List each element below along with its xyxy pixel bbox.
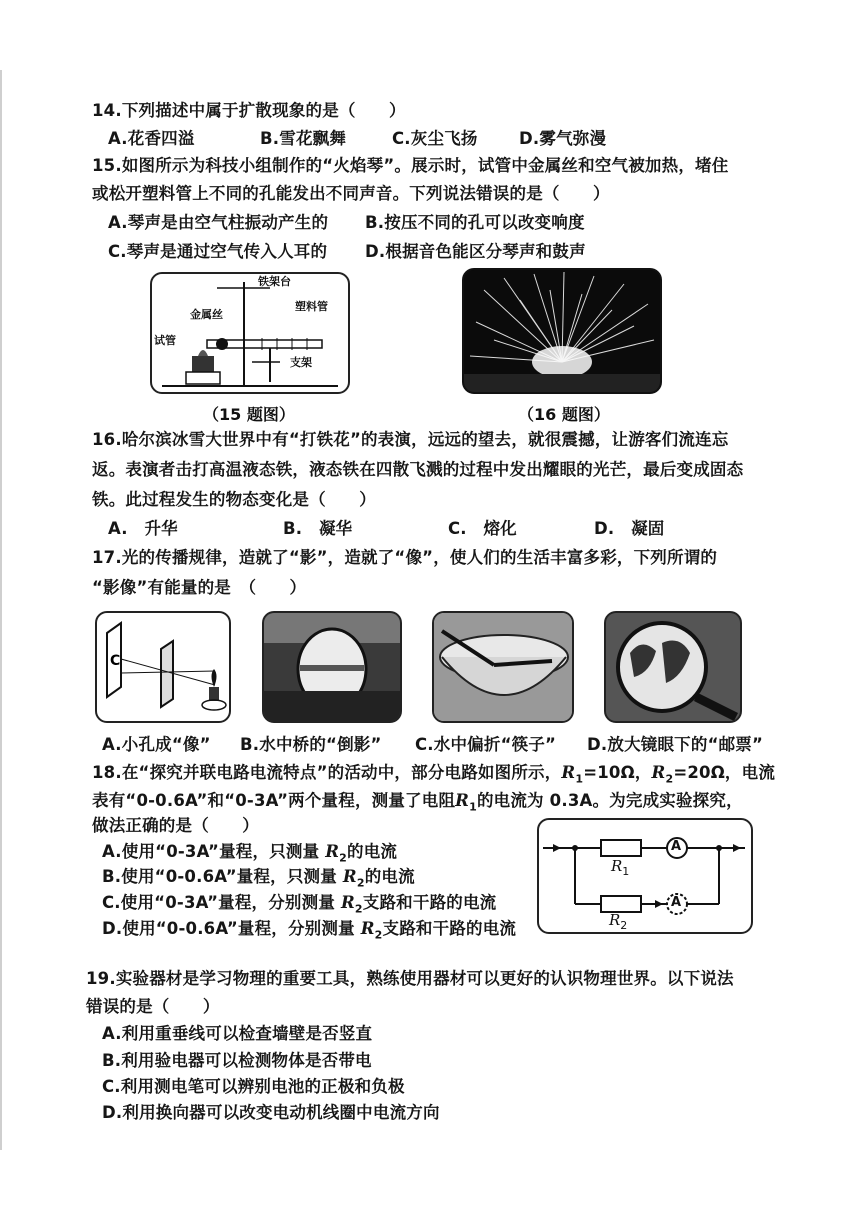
label-support: 支架 [290, 356, 312, 369]
q15-option-a: A.琴声是由空气柱振动产生的 [108, 213, 329, 232]
q17-option-a: A.小孔成“像” [102, 735, 211, 754]
q18-option-c-sub: 2 [354, 902, 363, 916]
q18-circuit-diagram [537, 818, 753, 934]
q14-option-c: C.灰尘飞扬 [392, 129, 478, 148]
q16-stem-line2: 返。表演者击打高温液态铁，液态铁在四散飞溅的过程中发出耀眼的光芒，最后变成固态 [92, 460, 744, 479]
q15-figure-caption: （15 题图） [203, 405, 295, 424]
ammeter-1-label: A [671, 839, 682, 854]
label-plastic-tube: 塑料管 [295, 300, 328, 313]
label-wire: 金属丝 [190, 308, 223, 321]
q17-option-d: D.放大镜眼下的“邮票” [587, 735, 764, 754]
q15-figure-flame-harp [150, 272, 350, 394]
q19-option-b: B.利用验电器可以检测物体是否带电 [102, 1051, 372, 1070]
q18-r1-value: =10Ω， [583, 763, 652, 782]
q16-option-b: B. 凝华 [283, 519, 353, 538]
q16-option-d: D. 凝固 [594, 519, 665, 538]
q14-stem: 14.下列描述中属于扩散现象的是（ ） [92, 101, 406, 120]
q19-stem-line2: 错误的是（ ） [86, 997, 220, 1016]
q16-figure-caption: （16 题图） [518, 405, 610, 424]
q18-option-d-tail: 支路和干路的电流 [382, 919, 517, 938]
r1-label [611, 857, 629, 878]
q14-option-a: A.花香四溢 [108, 129, 195, 148]
q17-figure-magnified-stamp [604, 611, 742, 723]
page-edge-line [0, 70, 2, 1150]
svg-text:C: C [110, 653, 121, 669]
q18-option-b-sub: 2 [356, 876, 365, 890]
q18-option-b-text: B.使用“0-0.6A”量程，只测量 [102, 867, 343, 886]
q18-option-c-text: C.使用“0-3A”量程，分别测量 [102, 893, 341, 912]
q15-stem-line2: 或松开塑料管上不同的孔能发出不同声音。下列说法错误的是（ ） [92, 184, 610, 203]
q18-stem-line1 [92, 762, 775, 790]
q17-stem-line1: 17.光的传播规律，造就了“影”，造就了“像”，使人们的生活丰富多彩，下列所谓的 [92, 548, 718, 567]
q18-r2-subscript: 2 [665, 772, 674, 786]
q18-option-d-r: R [360, 919, 375, 938]
q16-option-a: A. 升华 [108, 519, 178, 538]
r1-label-symbol: R [611, 857, 623, 875]
q18-option-a-tail: 的电流 [347, 842, 398, 861]
q18-option-c-r: R [340, 893, 355, 912]
q19-option-c: C.利用测电笔可以辨别电池的正极和负极 [102, 1077, 405, 1096]
q17-figure-bent-chopsticks [432, 611, 574, 723]
q18-option-b-r: R [342, 867, 357, 886]
q18-stem-line2-text-b: 的电流为 0.3A。为完成实验探究， [476, 791, 743, 810]
q18-stem-line1-text: 18.在“探究并联电路电流特点”的活动中，部分电路如图所示， [92, 763, 562, 782]
ammeter-2-label: A [671, 895, 682, 910]
q19-option-d: D.利用换向器可以改变电动机线圈中电流方向 [102, 1103, 440, 1122]
q18-option-b-tail: 的电流 [364, 867, 415, 886]
q18-stem-line2-text: 表有“0-0.6A”和“0-3A”两个量程，测量了电阻 [92, 791, 456, 810]
q18-r1-symbol: R [561, 763, 576, 782]
q18-r1-subscript: 1 [575, 772, 584, 786]
q15-option-d: D.根据音色能区分琴声和鼓声 [365, 242, 586, 261]
q18-line2-r-symbol: R [455, 791, 470, 810]
q17-stem-line2: “影像”有能量的是 （ ） [92, 578, 307, 597]
q18-line2-r-subscript: 1 [469, 800, 477, 814]
label-test-tube: 试管 [154, 334, 176, 347]
q17-option-c: C.水中偏折“筷子” [415, 735, 557, 754]
q16-stem-line1: 16.哈尔滨冰雪大世界中有“打铁花”的表演，远远的望去，就很震撼，让游客们流连忘 [92, 430, 729, 449]
q14-option-d: D.雾气弥漫 [519, 129, 607, 148]
q14-option-b: B.雪花飘舞 [260, 129, 347, 148]
q18-r2-value: =20Ω，电流 [673, 763, 776, 782]
q16-stem-line3: 铁。此过程发生的物态变化是（ ） [92, 490, 376, 509]
q18-option-a-text: A.使用“0-3A”量程，只测量 [102, 842, 326, 861]
q18-option-a-r: R [325, 842, 340, 861]
q17-figure-bridge-reflection [262, 611, 402, 723]
q19-stem-line1: 19.实验器材是学习物理的重要工具，熟练使用器材可以更好的认识物理世界。以下说法 [86, 969, 734, 988]
q17-option-b: B.水中桥的“倒影” [240, 735, 382, 754]
r2-label-sub: 2 [620, 919, 628, 932]
label-stand: 铁架台 [258, 275, 291, 288]
q19-option-a: A.利用重垂线可以检查墙壁是否竖直 [102, 1024, 373, 1043]
r2-label [609, 911, 627, 932]
q15-option-b: B.按压不同的孔可以改变响度 [365, 213, 585, 232]
q18-stem-line3: 做法正确的是（ ） [92, 816, 259, 835]
q17-figure-pinhole [95, 611, 231, 723]
q15-stem-line1: 15.如图所示为科技小组制作的“火焰琴”。展示时，试管中金属丝和空气被加热，堵住 [92, 156, 729, 175]
r1-label-sub: 1 [622, 865, 630, 878]
r2-label-symbol: R [609, 911, 621, 929]
q16-figure-iron-flowers [462, 268, 662, 394]
q18-option-d [102, 918, 516, 946]
q18-option-d-sub: 2 [374, 928, 383, 942]
q15-option-c: C.琴声是通过空气传入人耳的 [108, 242, 328, 261]
q18-option-a-sub: 2 [339, 851, 348, 865]
q18-option-b [102, 866, 415, 894]
q16-option-c: C. 熔化 [448, 519, 517, 538]
q18-r2-symbol: R [651, 763, 666, 782]
q18-option-c [102, 892, 496, 920]
q18-option-c-tail: 支路和干路的电流 [362, 893, 497, 912]
q18-option-d-text: D.使用“0-0.6A”量程，分别测量 [102, 919, 361, 938]
